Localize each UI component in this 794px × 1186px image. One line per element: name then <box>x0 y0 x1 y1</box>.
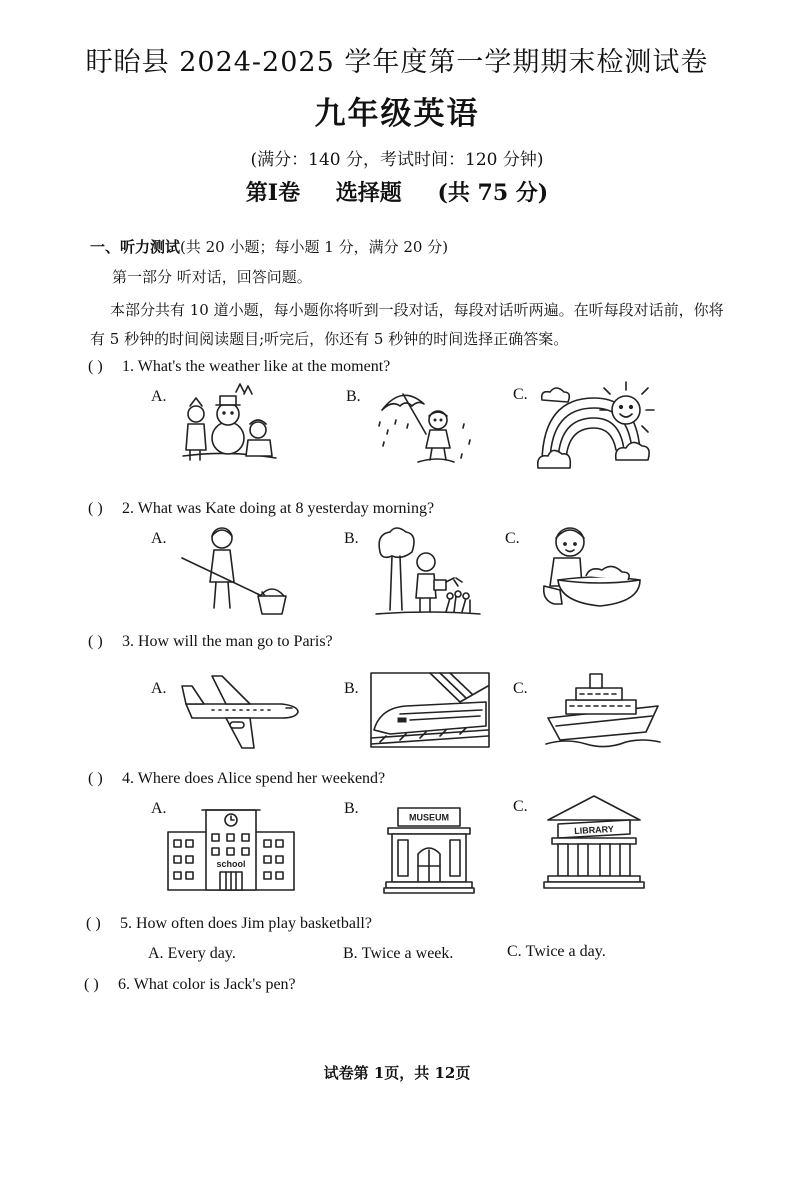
question-text: 1. What's the weather like at the moment? <box>122 358 391 375</box>
museum-sign: MUSEUM <box>409 812 449 823</box>
option-label: A. <box>151 680 167 697</box>
option-label: C. <box>513 798 528 815</box>
option-label: C. <box>505 530 520 547</box>
question-text: 5. How often does Jim play basketball? <box>120 915 372 932</box>
option-label: A. <box>151 800 167 817</box>
girl-with-umbrella-rain-picture <box>378 384 478 468</box>
option-c <box>507 943 606 961</box>
section-heading <box>90 236 448 257</box>
option-label: B. <box>344 530 359 547</box>
girl-mopping-picture <box>180 524 290 614</box>
snowman-children-picture <box>178 384 278 468</box>
volume-type: 选择题 <box>335 180 402 206</box>
school-building-picture <box>166 804 296 892</box>
question-text: 3. How will the man go to Paris? <box>122 633 333 650</box>
volume-points: (共 75 分) <box>437 180 549 206</box>
score-and-time: (满分：140 分，考试时间：120 分钟) <box>250 150 544 170</box>
airplane-picture <box>182 674 300 750</box>
part-heading: 第一部分 听对话，回答问题。 <box>112 268 312 286</box>
option-label: B. <box>344 680 359 697</box>
question-4 <box>88 770 385 788</box>
exam-subject: 九年级英语 <box>314 96 480 132</box>
option-label: C. <box>513 680 528 697</box>
answer-blank[interactable]: ( ) <box>84 976 99 993</box>
volume-heading <box>0 176 794 207</box>
option-label: B. <box>343 945 358 962</box>
library-building-picture <box>544 794 644 890</box>
option-label: A. <box>151 388 167 405</box>
school-sign: school <box>216 859 246 869</box>
option-label: B. <box>346 388 361 405</box>
option-label: C. <box>513 386 528 403</box>
section-note: (共 20 小题；每小题 1 分，满分 20 分) <box>180 238 449 256</box>
option-text: Every day. <box>167 945 236 962</box>
answer-blank[interactable]: ( ) <box>88 633 103 650</box>
question-2 <box>88 500 434 518</box>
option-label: C. <box>507 943 522 960</box>
answer-blank[interactable]: ( ) <box>86 915 101 932</box>
section-title: 一、听力测试 <box>90 238 181 256</box>
question-1 <box>88 358 390 376</box>
answer-blank[interactable]: ( ) <box>88 770 103 787</box>
option-b <box>343 945 453 963</box>
option-label: B. <box>344 800 359 817</box>
question-text: 2. What was Kate doing at 8 yesterday morning? <box>122 500 435 517</box>
answer-blank[interactable]: ( ) <box>88 358 103 375</box>
page-footer: 试卷第 1页，共 12页 <box>323 1064 471 1082</box>
question-3 <box>88 633 333 651</box>
exam-title: 盱眙县 2024-2025 学年度第一学期期末检测试卷 <box>85 47 709 78</box>
answer-blank[interactable]: ( ) <box>88 500 103 517</box>
instructions: 本部分共有 10 道小题，每小题你将听到一段对话，每段对话听两遍。在听每段对话前，你将有 5 秒钟的时间阅读题目;听完后，你还有 5 秒钟的时间选择正确答案。 <box>90 301 724 348</box>
girl-watering-flowers-picture <box>376 524 482 616</box>
question-text: 6. What color is Jack's pen? <box>118 976 296 993</box>
train-picture <box>370 672 490 748</box>
option-text: Twice a week. <box>361 945 454 962</box>
girl-washing-clothes-picture <box>540 520 646 612</box>
question-6 <box>84 976 296 994</box>
option-text: Twice a day. <box>525 943 606 960</box>
option-a <box>148 945 236 963</box>
option-label: A. <box>151 530 167 547</box>
sun-rainbow-picture <box>536 380 652 472</box>
library-sign: LIBRARY <box>573 823 615 837</box>
volume-number: 第Ⅰ卷 <box>245 180 301 206</box>
option-label: A. <box>148 945 164 962</box>
ship-picture <box>546 670 662 748</box>
museum-building-picture <box>384 804 474 894</box>
question-5 <box>86 915 372 933</box>
question-text: 4. Where does Alice spend her weekend? <box>122 770 386 787</box>
